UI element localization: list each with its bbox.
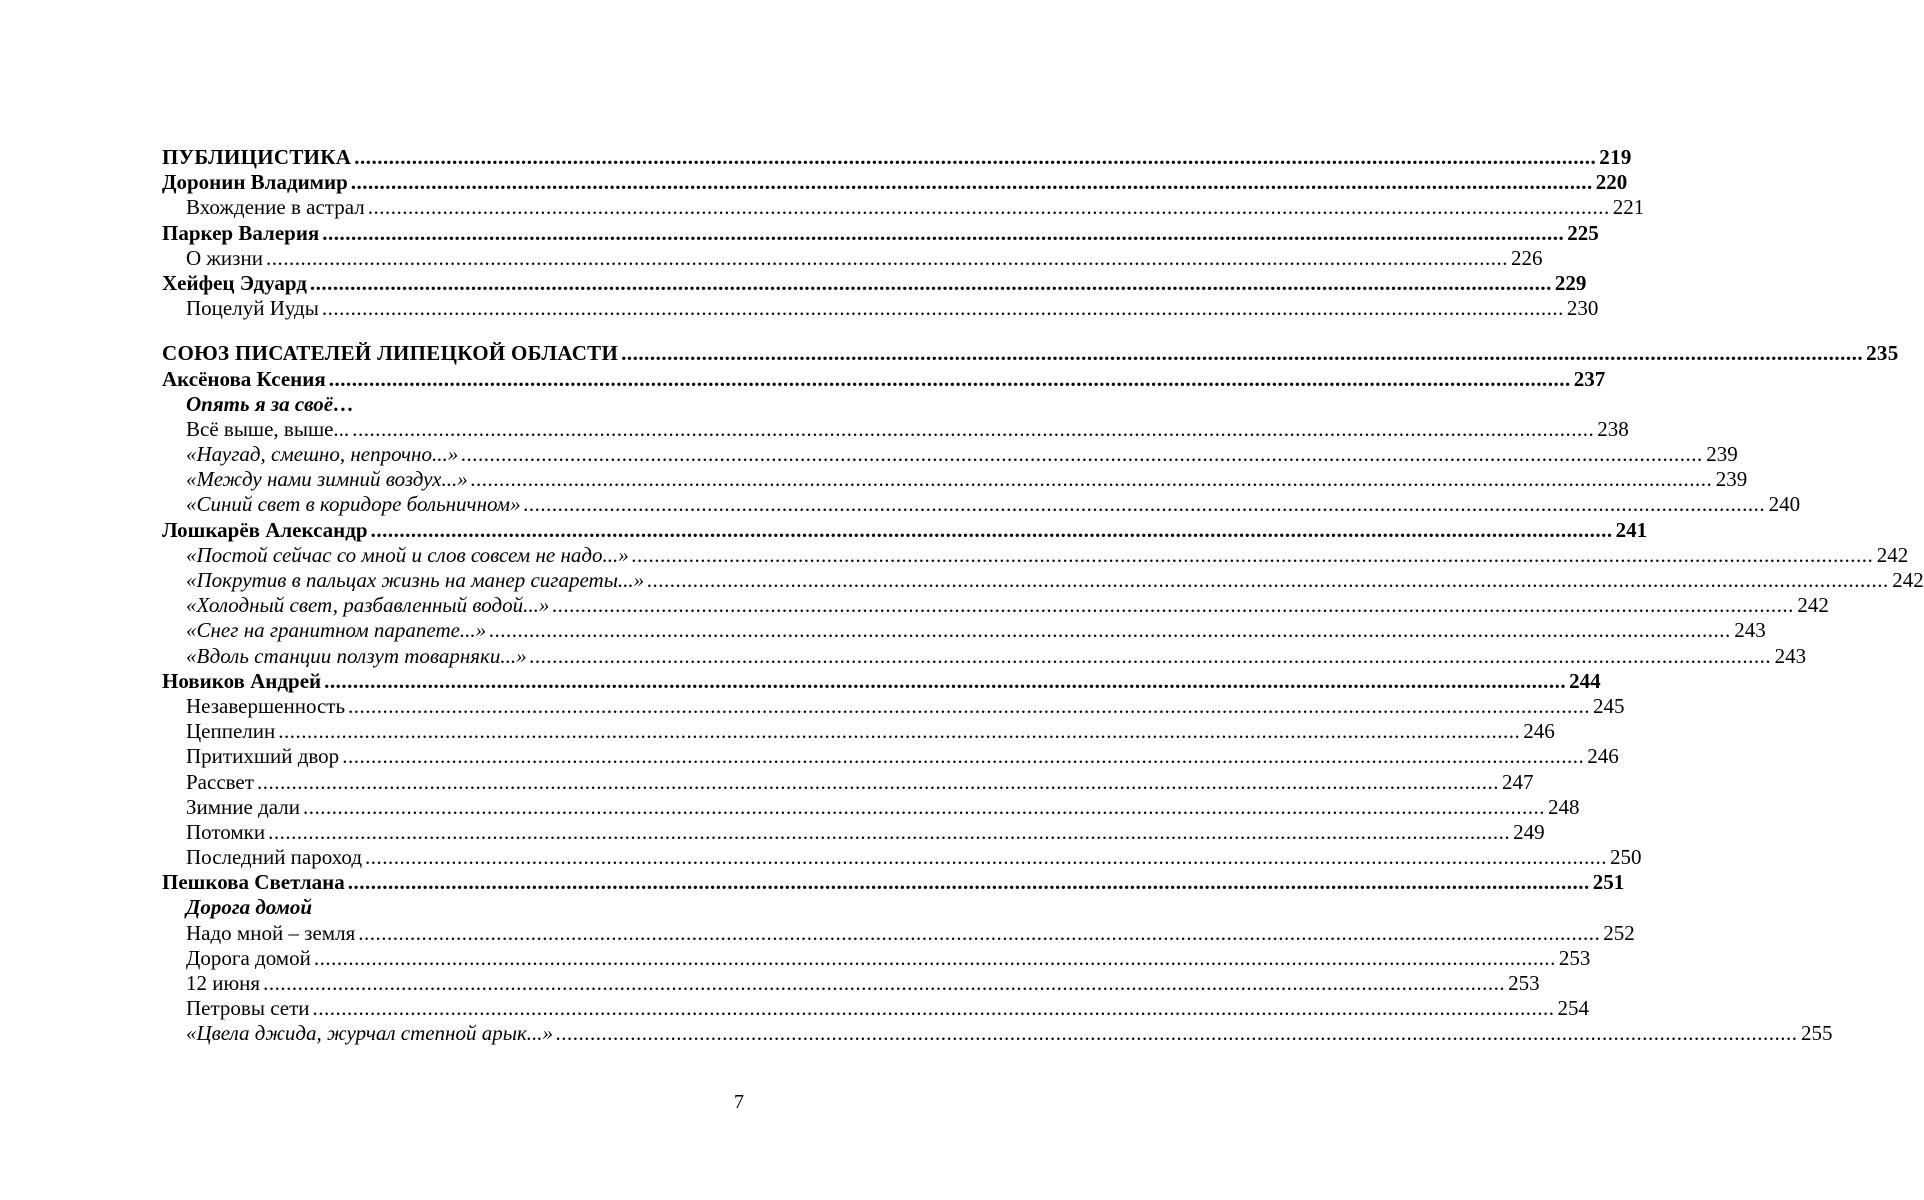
dot-leader xyxy=(351,145,1599,170)
author-name: Аксёнова Ксения xyxy=(162,366,326,391)
dot-leader xyxy=(307,271,1555,296)
page-ref: 251 xyxy=(1592,870,1625,895)
dot-leader xyxy=(263,246,1511,271)
dot-leader xyxy=(319,221,1567,246)
author-name: Хейфец Эдуард xyxy=(162,270,307,295)
author-entry[interactable] xyxy=(162,517,1648,543)
dot-leader xyxy=(349,417,1597,442)
author-name: Лошкарёв Александр xyxy=(162,517,368,542)
dot-leader xyxy=(310,996,1558,1021)
page-ref: 235 xyxy=(1866,341,1899,366)
page-ref: 242 xyxy=(1876,542,1909,567)
dot-leader xyxy=(553,1021,1801,1046)
work-title: Всё выше, выше... xyxy=(186,416,350,441)
dot-leader xyxy=(527,644,1775,669)
author-entry[interactable] xyxy=(162,170,1628,195)
page-ref: 225 xyxy=(1567,220,1599,245)
author-entry[interactable] xyxy=(162,668,1601,694)
work-title: Вхождение в астрал xyxy=(186,195,365,220)
dot-leader xyxy=(458,442,1706,467)
work-entry[interactable] xyxy=(162,693,1625,719)
page-ref: 243 xyxy=(1774,643,1807,668)
page-ref: 250 xyxy=(1610,845,1642,870)
work-title: «Постой сейчас со мной и слов совсем не надо...» xyxy=(186,542,629,567)
work-entry[interactable] xyxy=(162,769,1534,795)
dot-leader xyxy=(549,593,1797,618)
dot-leader xyxy=(321,669,1569,694)
page-ref: 221 xyxy=(1612,195,1645,220)
page-ref: 220 xyxy=(1595,170,1628,195)
work-entry[interactable] xyxy=(162,744,1619,769)
dot-leader xyxy=(629,543,1877,568)
page-ref: 253 xyxy=(1508,971,1540,995)
dot-leader xyxy=(265,820,1513,845)
dot-leader xyxy=(468,467,1716,492)
collection-subheading xyxy=(162,392,748,417)
page-ref: 246 xyxy=(1587,744,1619,769)
page-ref: 242 xyxy=(1797,593,1829,618)
section-heading[interactable] xyxy=(162,145,1632,170)
author-entry[interactable] xyxy=(162,870,1625,895)
work-title: Дорога домой xyxy=(186,945,311,970)
collection-title: Опять я за своё… xyxy=(186,391,355,416)
section-title: ПУБЛИЦИСТИКА xyxy=(162,145,352,169)
dot-leader xyxy=(368,518,1616,543)
table-of-contents xyxy=(162,145,1924,1047)
dot-leader xyxy=(345,870,1593,895)
work-title: Цеппелин xyxy=(186,719,276,744)
work-title: «Цвела джида, журчал степной арык...» xyxy=(186,1021,554,1046)
dot-leader xyxy=(486,618,1734,643)
work-entry[interactable] xyxy=(162,971,1540,996)
work-entry[interactable] xyxy=(162,416,1629,442)
page-ref: 248 xyxy=(1548,794,1580,819)
author-entry[interactable] xyxy=(162,270,1587,296)
section-title: СОЮЗ ПИСАТЕЛЕЙ ЛИПЕЦКОЙ ОБЛАСТИ xyxy=(162,341,619,366)
page-ref: 237 xyxy=(1573,366,1606,391)
work-entry[interactable] xyxy=(162,492,1801,517)
work-title: «Между нами зимний воздух...» xyxy=(186,467,468,492)
dot-leader xyxy=(355,921,1603,946)
dot-leader xyxy=(319,296,1567,321)
work-entry[interactable] xyxy=(162,845,1642,870)
author-name: Пешкова Светлана xyxy=(162,870,345,895)
work-entry[interactable] xyxy=(162,920,1635,946)
page-ref: 240 xyxy=(1768,492,1801,517)
page-ref: 230 xyxy=(1566,296,1599,321)
work-entry[interactable] xyxy=(162,442,1738,467)
page-ref: 246 xyxy=(1523,719,1555,744)
work-title: «Снег на гранитном парапете...» xyxy=(186,618,487,643)
collection-subheading xyxy=(162,895,748,920)
dot-leader xyxy=(260,971,1508,996)
dot-leader xyxy=(275,719,1523,744)
dot-leader xyxy=(362,845,1610,870)
work-title: Петровы сети xyxy=(186,996,310,1021)
work-entry[interactable] xyxy=(162,245,1543,271)
work-title: О жизни xyxy=(186,245,263,270)
page-ref: 219 xyxy=(1599,145,1632,169)
work-title: «Синий свет в коридоре больничном» xyxy=(186,492,521,517)
work-title: Зимние дали xyxy=(186,794,301,819)
page-ref: 254 xyxy=(1557,996,1590,1021)
work-title: Притихший двор xyxy=(186,744,340,769)
page-number: 7 xyxy=(734,1091,744,1113)
work-title: Незавершенность xyxy=(186,693,346,718)
author-name: Новиков Андрей xyxy=(162,668,322,693)
author-name: Паркер Валерия xyxy=(162,220,320,245)
work-title: Поцелуй Иуды xyxy=(186,296,319,321)
work-title: Потомки xyxy=(186,819,266,844)
collection-title: Дорога домой xyxy=(186,895,313,920)
dot-leader xyxy=(365,195,1613,220)
work-entry[interactable] xyxy=(162,1021,1833,1046)
page-ref: 241 xyxy=(1615,517,1648,542)
page-ref: 253 xyxy=(1558,945,1591,970)
work-entry[interactable] xyxy=(162,542,1909,568)
author-name: Доронин Владимир xyxy=(162,170,348,195)
dot-leader xyxy=(521,492,1769,517)
work-entry[interactable] xyxy=(162,643,1807,669)
work-title: «Покрутив в пальцах жизнь на манер сигареты...» xyxy=(186,568,645,592)
work-entry[interactable] xyxy=(162,296,1599,321)
page-ref: 247 xyxy=(1501,769,1534,794)
page-ref: 239 xyxy=(1715,467,1748,492)
work-title: Рассвет xyxy=(186,769,254,794)
work-entry[interactable] xyxy=(162,819,1545,845)
work-entry[interactable] xyxy=(162,618,1766,643)
work-title: 12 июня xyxy=(186,971,261,995)
page-ref: 255 xyxy=(1801,1021,1833,1046)
dot-leader xyxy=(345,694,1593,719)
work-title: Надо мной – земля xyxy=(186,920,356,945)
page-ref: 239 xyxy=(1706,442,1738,467)
page-ref: 229 xyxy=(1554,270,1587,295)
page-ref: 226 xyxy=(1510,245,1543,270)
work-title: «Холодный свет, разбавленный водой...» xyxy=(186,593,550,618)
work-entry[interactable] xyxy=(162,195,1645,220)
dot-leader xyxy=(339,744,1587,769)
page-ref: 245 xyxy=(1593,693,1625,718)
work-entry[interactable] xyxy=(162,945,1591,971)
page-ref: 242 xyxy=(1892,568,1924,592)
dot-leader xyxy=(348,170,1596,195)
dot-leader xyxy=(254,770,1502,795)
dot-leader xyxy=(311,946,1559,971)
page-ref: 249 xyxy=(1513,819,1545,844)
page-ref: 252 xyxy=(1603,920,1635,945)
work-entry[interactable] xyxy=(162,794,1580,820)
work-entry[interactable] xyxy=(162,996,1590,1021)
dot-leader xyxy=(644,568,1892,593)
page-ref: 238 xyxy=(1597,416,1629,441)
page-ref: 244 xyxy=(1569,668,1601,693)
dot-leader xyxy=(326,367,1574,392)
dot-leader xyxy=(618,341,1866,366)
dot-leader xyxy=(300,795,1548,820)
work-entry[interactable] xyxy=(162,719,1555,744)
work-title: Последний пароход xyxy=(186,845,362,870)
section-heading[interactable] xyxy=(162,341,1899,366)
work-title: «Вдоль станции ползут товарняки...» xyxy=(186,643,527,668)
work-entry[interactable] xyxy=(162,568,1924,593)
work-title: «Наугад, смешно, непрочно...» xyxy=(186,442,459,467)
author-entry[interactable] xyxy=(162,220,1599,246)
author-entry[interactable] xyxy=(162,366,1606,392)
work-entry[interactable] xyxy=(162,467,1748,492)
work-entry[interactable] xyxy=(162,593,1829,618)
page-ref: 243 xyxy=(1734,618,1766,643)
